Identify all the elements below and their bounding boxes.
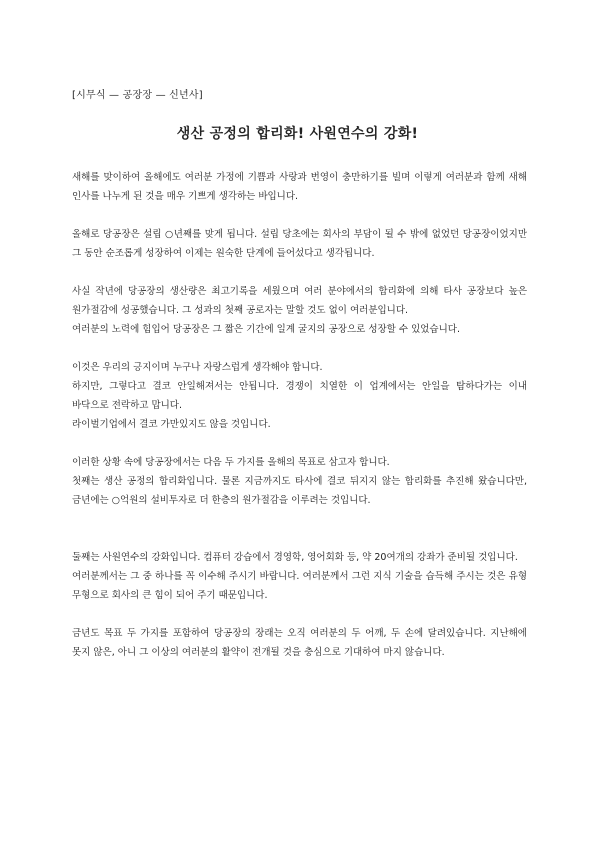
paragraph-goal-two: 둘째는 사원연수의 강화입니다. 컴퓨터 강습에서 경영학, 영어회화 등, 약 20여개의 강좌가 준비될 것입니다. <box>72 552 518 563</box>
paragraph-goals-intro: 이러한 상황 속에 당공장에서는 다음 두 가지를 올해의 목표로 삼고자 합니다. <box>72 457 390 468</box>
paragraph-goal-one: 첫째는 생산 공정의 합리화입니다. 물론 지금까지도 타사에 결코 뒤지지 않는 합리화를 추진해 왔습니다만, 금년에는 ○억원의 설비투자로 더 한층의 원가절감을 이루려는 것입니다. <box>72 476 527 506</box>
paragraph-greeting: 새해를 맞이하여 올해에도 여러분 가정에 기쁨과 사랑과 번영이 충만하기를 빌며 이렇게 여러분과 함께 새해 인사를 나누게 된 것을 매우 기쁘게 생각하는 바입니다. <box>72 172 527 202</box>
paragraph-achievement: 사실 작년에 당공장의 생산량은 최고기록을 세웠으며 여러 분야에서의 합리화에 의해 타사 공장보다 높은 원가절감에 성공했습니다. 그 성과의 첫째 공로자는 말할 것도 없이 여러분입니다. <box>72 286 527 316</box>
paragraph-training-request: 여러분께서는 그 중 하나를 꼭 이수해 주시기 바랍니다. 여러분께서 그런 지식 기술을 습득해 주시는 것은 유형 무형으로 회사의 큰 힘이 되어 주기 때문입니다. <box>72 571 527 601</box>
paragraph-pride: 이것은 우리의 긍지이며 누구나 자랑스럽게 생각해야 합니다. <box>72 362 323 373</box>
document-title: 생산 공정의 합리화! 사원연수의 강화! <box>176 126 419 142</box>
document-body <box>72 168 527 662</box>
paragraph-growth: 여러분의 노력에 힘입어 당공장은 그 짧은 기간에 일계 굴지의 공장으로 성장할 수 있었습니다. <box>72 324 460 335</box>
paragraph-anniversary: 올해로 당공장은 설립 ○년째를 맞게 됩니다. 설립 당초에는 회사의 부담이 될 수 밖에 없었던 당공장이었지만 그 동안 순조롭게 성장하여 이제는 원숙한 단계에 들어섰다고 생각됩니다. <box>72 229 527 259</box>
paragraph-closing: 금년도 목표 두 가지를 포함하여 당공장의 장래는 오직 여러분의 두 어깨, 두 손에 달려있습니다. 지난해에 못지 않은, 아니 그 이상의 여러분의 활약이 전개될 것을 충심으로 기대하여 마지 않습니다. <box>72 628 527 658</box>
paragraph-warning: 하지만, 그렇다고 결코 안일해져서는 안됩니다. 경쟁이 치열한 이 업계에서는 안일을 탐하다가는 이내 바닥으로 전락하고 맙니다. <box>72 381 527 411</box>
paragraph-rivals: 라이벌기업에서 결코 가만있지도 않을 것입니다. <box>72 419 271 430</box>
document-tag: [시무식 — 공장장 — 신년사] <box>72 90 203 101</box>
